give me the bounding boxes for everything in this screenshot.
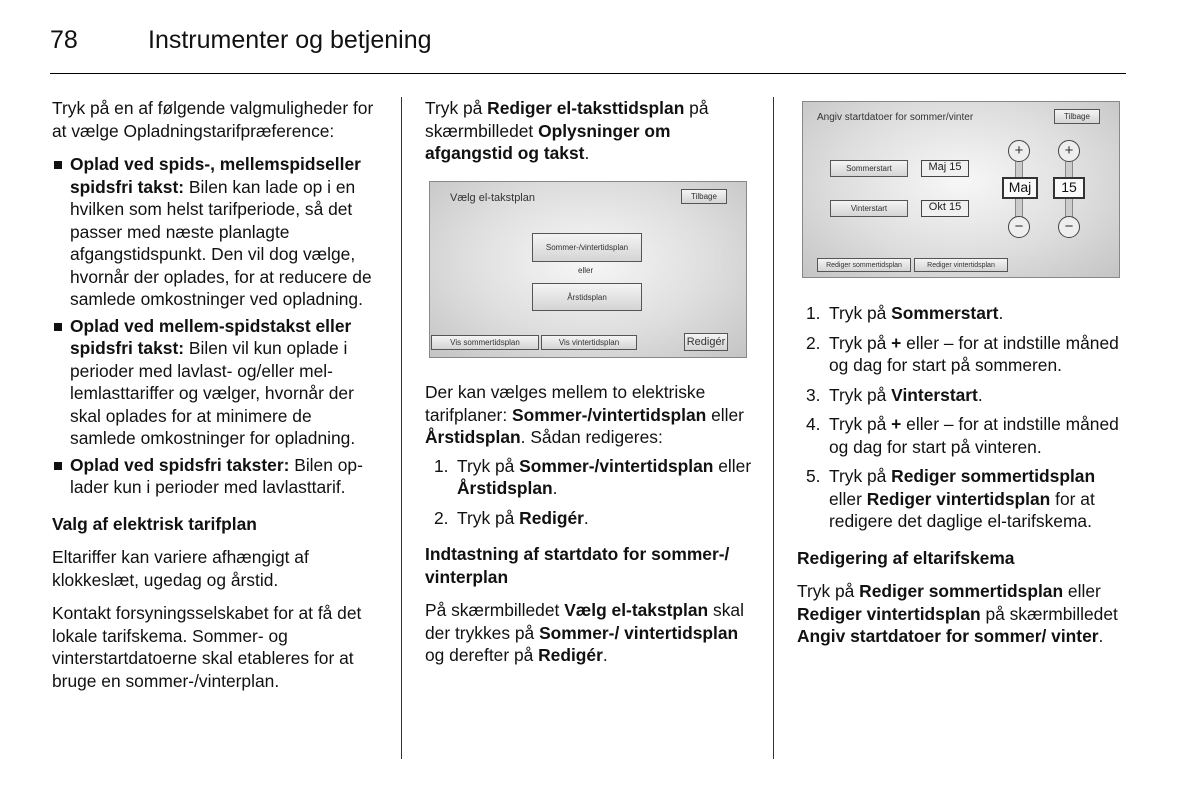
bullet-square-icon xyxy=(54,161,62,169)
bullet-square-icon xyxy=(54,323,62,331)
paragraph: Tryk på Rediger sommertidsplan eller Rediger vintertidsplan på skærmbilledet Angiv startdatoer for sommer/ vinter. xyxy=(797,581,1118,646)
summer-start-button[interactable]: Sommerstart xyxy=(830,160,908,177)
back-button[interactable]: Tilbage xyxy=(681,189,727,204)
list-item xyxy=(52,153,382,311)
day-plus-icon[interactable]: + xyxy=(1058,140,1080,162)
intro-paragraph: Tryk på en af følgende valgmuligheder for at vælge Opladningstarifpræference: xyxy=(52,98,374,141)
list-item: 4. Tryk på + eller – for at indstille måned og dag for start på vinteren. xyxy=(806,414,1119,457)
day-display: 15 xyxy=(1053,177,1085,199)
bullet-square-icon xyxy=(54,462,62,470)
bullet-term: Oplad ved mellem-spidstakst eller spidsfri takst: xyxy=(70,315,352,358)
screen-select-tariff-plan xyxy=(429,181,747,358)
month-plus-icon[interactable]: + xyxy=(1008,140,1030,162)
list-item xyxy=(52,454,382,499)
list-item: 1. Tryk på Sommerstart. xyxy=(806,303,1004,323)
screen-title: Vælg el-takstplan xyxy=(450,192,535,204)
show-winter-schedule-button[interactable]: Vis vintertidsplan xyxy=(541,335,637,350)
column-1 xyxy=(52,97,382,703)
summer-start-value: Maj 15 xyxy=(921,160,969,177)
list-item: 5. Tryk på Rediger sommertidsplan eller Rediger vintertidsplan for at redigere det daglige el-tarifskema. xyxy=(806,466,1096,531)
paragraph: Kontakt forsyningsselskabet for at få det lokale tarifskema. Sommer- og vinterstartdatoerne skal etableres for at bruge en sommer-/vinterplan. xyxy=(52,603,362,691)
winter-start-value: Okt 15 xyxy=(921,200,969,217)
summer-winter-schedule-button[interactable]: Sommer-/vintertidsplan xyxy=(532,233,642,262)
season-schedule-button[interactable]: Årstidsplan xyxy=(532,283,642,311)
paragraph: Der kan vælges mellem to elektriske tarifplaner: Sommer-/vintertidsplan eller Årstidsplan. Sådan redigeres: xyxy=(425,382,744,447)
column-2 xyxy=(425,97,760,176)
screen-start-dates xyxy=(802,101,1120,278)
bullet-term: Oplad ved spids-, mellemspidseller spidsfri takst: xyxy=(70,154,361,197)
winter-start-button[interactable]: Vinterstart xyxy=(830,200,908,217)
section-heading: Indtastning af startdato for sommer-/ vinterplan xyxy=(425,544,730,587)
list-item xyxy=(52,315,382,450)
column-2-lower xyxy=(425,381,760,678)
screen-title: Angiv startdatoer for sommer/vinter xyxy=(817,112,974,123)
bullet-text: Bilen kan lade op i en hvilken som helst tarifperiode, så det passer med næste planlagte afgangstidspunkt. Den vil dog vælge, hvornår der oplades, for at reducere de samlede omkostninger ved opladning. xyxy=(70,176,372,309)
header-divider xyxy=(50,73,1126,74)
or-label: eller xyxy=(578,266,594,275)
day-minus-icon[interactable]: − xyxy=(1058,216,1080,238)
page-number: 78 xyxy=(50,26,78,54)
section-heading: Valg af elektrisk tarifplan xyxy=(52,513,257,534)
edit-button[interactable]: Redigér xyxy=(684,333,728,351)
paragraph: Tryk på Rediger el-taksttidsplan på skærmbilledet Oplysninger om afgangstid og takst. xyxy=(425,98,709,163)
section-heading: Redigering af eltarifskema xyxy=(797,547,1015,568)
bullet-text: Bilen oplader kun i perioder med lavlasttarif. xyxy=(70,454,363,497)
month-display: Maj xyxy=(1002,177,1038,199)
bullet-text: Bilen vil kun oplade i perioder med lavlast- og/eller mellemlasttariffer og vælger, hvornår der skal oplades for at minimere de samlede omkostninger for opladning. xyxy=(70,338,356,448)
bullet-term: Oplad ved spidsfri takster: xyxy=(70,454,290,475)
page-title: Instrumenter og betjening xyxy=(148,26,432,54)
back-button[interactable]: Tilbage xyxy=(1054,109,1100,124)
edit-summer-schedule-button[interactable]: Rediger sommertidsplan xyxy=(817,258,911,272)
list-item: 2. Tryk på + eller – for at indstille måned og dag for start på sommeren. xyxy=(806,332,1119,375)
month-minus-icon[interactable]: − xyxy=(1008,216,1030,238)
show-summer-schedule-button[interactable]: Vis sommertidsplan xyxy=(431,335,539,350)
edit-winter-schedule-button[interactable]: Rediger vintertidsplan xyxy=(914,258,1008,272)
paragraph: På skærmbilledet Vælg el-takstplan skal der trykkes på Sommer-/ vintertidsplan og derefter på Redigér. xyxy=(425,600,744,665)
column-divider xyxy=(773,97,774,759)
list-item: 3. Tryk på Vinterstart. xyxy=(806,384,983,405)
paragraph: Eltariffer kan variere afhængigt af klokkeslæt, ugedag og årstid. xyxy=(52,547,309,590)
column-3 xyxy=(797,302,1127,659)
list-item: 2. Tryk på Redigér. xyxy=(434,507,589,528)
list-item: 1. Tryk på Sommer-/vintertidsplan eller Årstidsplan. xyxy=(434,455,752,498)
column-divider xyxy=(401,97,402,759)
